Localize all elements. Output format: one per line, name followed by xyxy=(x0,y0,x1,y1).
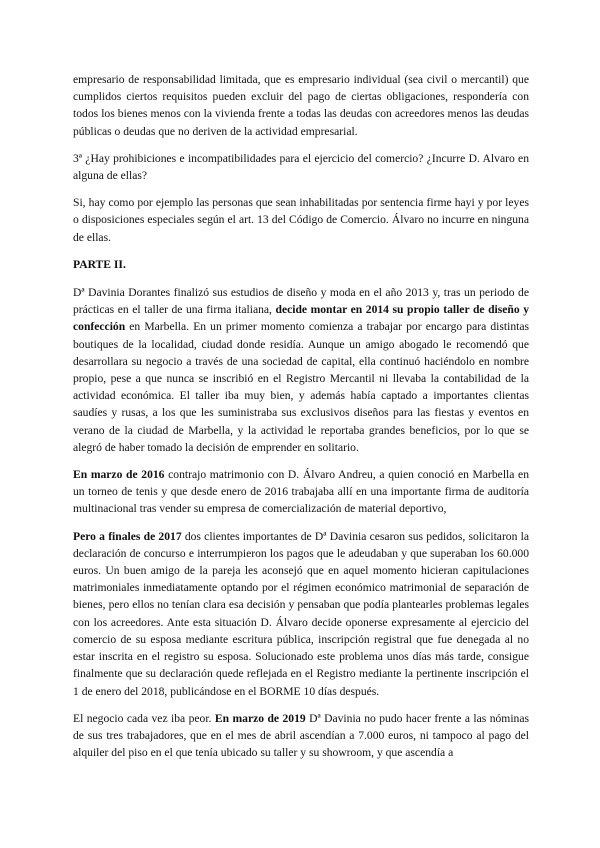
paragraph-finales-2017-bold: Pero a finales de 2017 xyxy=(73,529,182,543)
question-3: 3ª ¿Hay prohibiciones e incompatibilidades para el ejercicio del comercio? ¿Incurre D. Alvaro en alguna de ellas? xyxy=(73,151,529,183)
paragraph-negocio-text-2: Dª Davinia no pudo hacer frente a las nóminas de sus tres trabajadores, que en el mes de abril ascendían a 7.000 euros, ni tampoco al pago del alquiler del piso en el que tenía ubicado su taller y su showroom, y que ascendía a xyxy=(73,711,529,760)
paragraph-davinia-bold: decide montar en 2014 su propio taller de diseño y confección xyxy=(73,303,529,334)
section-heading-parte-ii: PARTE II. xyxy=(73,257,126,271)
paragraph-empresario: empresario de responsabilidad limitada, que es empresario individual (sea civil o mercantil) que cumplidos ciertos requisitos pueden excluir del pago de ciertas obligaciones, respondería con todos los bienes menos con la vivienda frente a todas las deudas con acreedores menos las deudas públicas o deudas que no deriven de la actividad empresarial. xyxy=(73,73,529,138)
document-body xyxy=(73,71,529,771)
paragraph-negocio-text-1: El negocio cada vez iba peor. xyxy=(73,711,215,725)
paragraph-marzo-2016 xyxy=(73,466,529,518)
paragraph-negocio xyxy=(73,710,529,762)
paragraph-marzo-2016-bold: En marzo de 2016 xyxy=(73,468,165,482)
paragraph-marzo-2016-text: contrajo matrimonio con D. Álvaro Andreu, a quien conoció en Marbella en un torneo de tenis y que desde enero de 2016 trabajaba allí en una importante firma de auditoría multinacional tras vender su empresa de comercialización de material deportivo, xyxy=(73,468,530,516)
paragraph-finales-2017 xyxy=(73,528,529,700)
paragraph-negocio-bold: En marzo de 2019 xyxy=(214,711,306,725)
paragraph-davinia-text-2: en Marbella. En un primer momento comienza a trabajar por encargo para distintas boutiques de la localidad, ciudad donde residía. Aunque un amigo abogado le recomendó que desarrollara su negocio a través de una sociedad de capital, ella continuó haciéndolo en nombre propio, pese a que nunca se inscribió en el Registro Mercantil ni llevaba la contabilidad de la actividad económica. El taller iba muy bien, y además había captado a importantes clientas saudíes y rusas, a los que les suministraba sus exclusivos diseños para las fiestas y eventos en verano de la ciudad de Marbella, y la actividad le reportaba grandes beneficios, por lo que se alegró de haber tomado la decisión de emprender en solitario. xyxy=(73,320,529,454)
paragraph-davinia-text-1: Dª Davinia Dorantes finalizó sus estudios de diseño y moda en el año 2013 y, tras un periodo de prácticas en el taller de una firma italiana, xyxy=(73,286,529,317)
paragraph-davinia xyxy=(73,284,529,456)
answer-3: Si, hay como por ejemplo las personas que sean inhabilitadas por sentencia firme hayi y por leyes o disposiciones especiales según el art. 13 del Código de Comercio. Álvaro no incurre en ninguna de ellas. xyxy=(73,196,529,244)
paragraph-finales-2017-text: dos clientes importantes de Dª Davinia cesaron sus pedidos, solicitaron la declaración de concurso e interrumpieron los pagos que le adeudaban y que superaban los 60.000 euros. Un buen amigo de la pareja les aconsejó que en aquel momento hicieran capitulaciones matrimoniales inmediatamente optando por el régimen económico matrimonial de separación de bienes, pero ellos no tenían clara esa decisión y pensaban que podía plantearles problemas legales con los acreedores. Ante esta situación D. Álvaro decide oponerse expresamente al ejercicio del comercio de su esposa mediante escritura pública, inscripción registral que fue denegada al no estar inscrita en el registro su esposa. Solucionado este problema unos días más tarde, consigue finalmente que su declaración quede reflejada en el Registro mediante la pertinente inscripción el 1 de enero del 2018, publicándose en el BORME 10 días después. xyxy=(73,529,529,698)
